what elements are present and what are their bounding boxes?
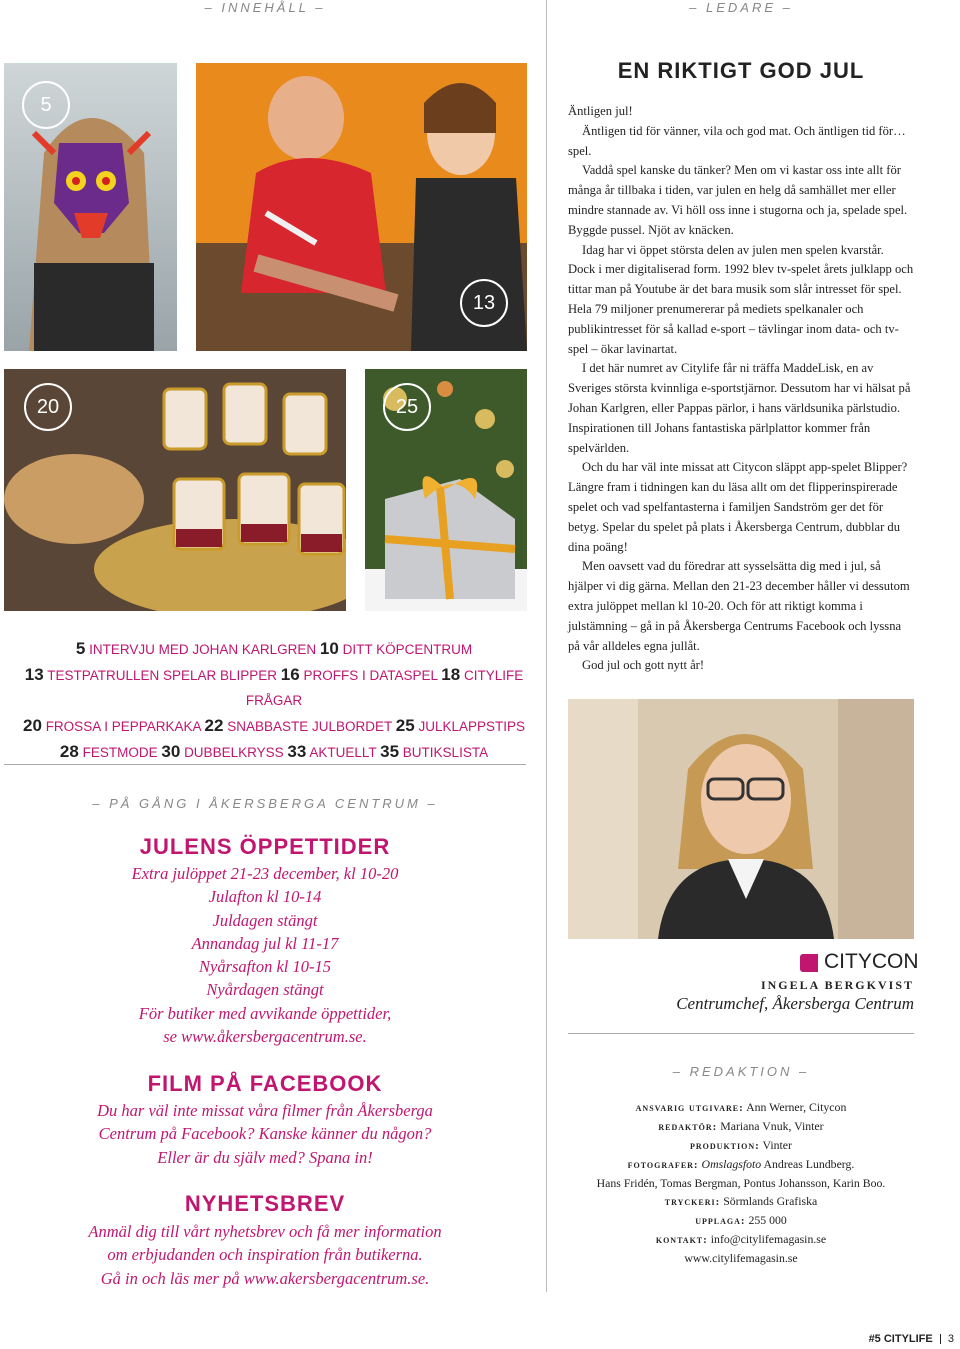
contents-num: 28 xyxy=(59,742,79,761)
contents-divider xyxy=(4,764,526,765)
contents-num: 33 xyxy=(287,742,307,761)
oppettider-line: Juldagen stängt xyxy=(212,910,318,930)
credit-label: produktion: xyxy=(690,1140,760,1152)
facebook-title: FILM PÅ FACEBOOK xyxy=(147,1071,383,1096)
contact-email-link[interactable]: info@citylifemagasin.se xyxy=(710,1232,827,1246)
nyhetsbrev-line: om erbjudanden och inspiration från butikerna. xyxy=(107,1245,423,1265)
nyhetsbrev-line: Anmäl dig till vårt nyhetsbrev och få mer information xyxy=(88,1222,442,1241)
credit-value: Andreas Lundberg. xyxy=(763,1157,855,1171)
credit-label: tryckeri: xyxy=(664,1196,721,1208)
website-link[interactable]: www.citylifemagasin.se xyxy=(684,1251,798,1265)
redaktion-header: – REDAKTION – xyxy=(672,1064,810,1079)
credit-label: ansvarig utgivare: xyxy=(635,1102,744,1114)
credit-value: Vinter xyxy=(762,1138,792,1152)
contents-num: 10 xyxy=(319,639,339,658)
photo-pearl-crafting xyxy=(196,63,527,351)
oppettider-line: Nyårsafton kl 10-15 xyxy=(199,957,331,977)
contents-num: 25 xyxy=(395,716,415,735)
nyhetsbrev-link[interactable]: Gå in och läs mer på www.akersbergacentrum.se. xyxy=(100,1268,430,1288)
credits xyxy=(568,1098,914,1267)
innehall-header: – INNEHÅLL – xyxy=(204,0,326,15)
facebook-text xyxy=(4,1099,526,1169)
page-badge-25: 25 xyxy=(383,383,431,431)
contents-label: INTERVJU MED JOHAN KARLGREN xyxy=(89,642,317,657)
contents-row-2 xyxy=(4,662,544,713)
credit-value: Omslagsfoto xyxy=(701,1157,762,1171)
credit-label: redaktör: xyxy=(658,1121,718,1133)
ledare-paragraph: God jul och gott nytt år! xyxy=(582,658,705,673)
ledare-header: – LEDARE – xyxy=(689,0,793,15)
photo-christmas-gift xyxy=(365,369,527,611)
citycon-logo-text: CITYCON xyxy=(824,950,919,973)
credit-value: Mariana Vnuk, Vinter xyxy=(720,1119,824,1133)
oppettider-line: Annandag jul kl 11-17 xyxy=(191,933,339,953)
contents-label: BUTIKSLISTA xyxy=(402,745,489,760)
credit-value: Ann Werner, Citycon xyxy=(746,1100,847,1114)
photo-mask-girl xyxy=(4,63,177,351)
contents-label: FROSSA I PEPPARKAKA xyxy=(45,719,201,734)
page-badge-20: 20 xyxy=(24,383,72,431)
ledare-paragraph: Men oavsett vad du föredrar att sysselsätta dig med i jul, så hjälper vi dig gärna. Mellan den 21-23 december håller vi dessutom extra julöppet mellan kl 10-20. Och för att riktigt komma i julstämning – gå in på Åkersberga Centrums Facebook och lyssna på vår alldeles egna jullåt. xyxy=(568,559,910,653)
ledare-paragraph: I det här numret av Citylife får ni träffa MaddeLisk, en av Sveriges största kvinnliga e-sportstjärnor. Dessutom har vi hälsat på Johan Karlgren, eller Pappas pärlor, i hans världsunika pärlstudio. Inspirationen till Johans fantastiska pärlplattor kommer från spelvärlden. xyxy=(568,361,911,455)
facebook-line: Eller är du själv med? Spana in! xyxy=(157,1147,373,1167)
contents-label: JULKLAPPSTIPS xyxy=(418,719,525,734)
oppettider-website-link[interactable]: se www.åkersbergacentrum.se. xyxy=(163,1027,367,1047)
oppettider-line: Julafton kl 10-14 xyxy=(208,887,322,907)
contents-label: FESTMODE xyxy=(82,745,158,760)
pa-gang-header: – PÅ GÅNG I ÅKERSBERGA CENTRUM – xyxy=(92,796,438,811)
contents-row-4 xyxy=(4,739,544,765)
nyhetsbrev-title: NYHETSBREV xyxy=(184,1191,346,1216)
signature-name: INGELA BERGKVIST xyxy=(760,978,914,992)
ledare-paragraph: Äntligen jul! xyxy=(568,104,633,118)
page-number: 3 xyxy=(947,1333,954,1345)
contents-num: 16 xyxy=(280,665,300,684)
ledare-paragraph: Äntligen tid för vänner, vila och god mat. Och äntligen tid för… spel. xyxy=(568,123,906,158)
ledare-body xyxy=(568,102,914,676)
contents-label: DUBBELKRYSS xyxy=(184,745,284,760)
contents-row-1 xyxy=(4,636,544,662)
ledare-paragraph: Och du har väl inte missat att Citycon släppt app-spelet Blipper? Längre fram i tidningen kan du läsa allt om det flipperinspirerade spelet och vad spelfantasterna i familjen Sandström ger det för betyg. Spelar du spelet på plats i Åkersberga Centrum, dubblar du dina poäng! xyxy=(568,460,908,554)
oppettider-list xyxy=(4,862,526,1048)
contents-label: CITYLIFE FRÅGAR xyxy=(245,668,524,708)
contents-row-3 xyxy=(4,713,544,739)
citycon-logo xyxy=(800,950,919,976)
contents-label: AKTUELLT xyxy=(309,745,377,760)
contents-num: 30 xyxy=(161,742,181,761)
oppettider-line: Nyårdagen stängt xyxy=(206,980,324,1000)
facebook-line: Centrum på Facebook? Kanske känner du någon? xyxy=(98,1124,432,1144)
photo-ingela-portrait xyxy=(568,699,914,939)
contents-list xyxy=(4,636,544,765)
ledare-paragraph: Idag har vi öppet största delen av julen men spelen kvarstår. Dock i mer digitaliserad form. 1992 blev tv-spelet årets julklapp och tittar man på Youtube är det bara musik som slår intresset för spel. Hela 79 miljoner prenumererar på mediets spelkanaler och publikintresset för så kallad e-sport – tävlingar inom data- och tv-spel – ökar lavinartat. xyxy=(568,242,914,356)
credit-value: Sörmlands Grafiska xyxy=(723,1194,818,1208)
oppettider-line: För butiker med avvikande öppettider, xyxy=(138,1003,392,1023)
column-divider xyxy=(546,0,547,1292)
credit-value: Hans Fridén, Tomas Bergman, Pontus Johansson, Karin Boo. xyxy=(596,1176,886,1190)
credit-label: kontakt: xyxy=(655,1234,708,1246)
contents-label: SNABBASTE JULBORDET xyxy=(227,719,392,734)
contents-num: 18 xyxy=(441,665,461,684)
contents-num: 35 xyxy=(380,742,400,761)
ledare-divider xyxy=(568,1033,914,1034)
contents-label: PROFFS I DATASPEL xyxy=(303,668,438,683)
credit-label: upplaga: xyxy=(695,1215,746,1227)
credit-label: fotografer: xyxy=(627,1159,699,1171)
ledare-title: EN RIKTIGT GOD JUL xyxy=(617,58,865,83)
page-badge-5: 5 xyxy=(22,81,70,129)
citycon-logo-mark-icon xyxy=(800,954,818,972)
contents-label: DITT KÖPCENTRUM xyxy=(342,642,473,657)
credit-value: 255 000 xyxy=(748,1213,787,1227)
facebook-line: Du har väl inte missat våra filmer från Åkersberga xyxy=(97,1101,433,1120)
ledare-paragraph: Vaddå spel kanske du tänker? Men om vi kastar oss inte allt för många år tillbaka i tiden, var julen en helg då samhället mer eller mindre stannade av. Vi höll oss inne i stugorna och ja, spelade spel. Byggde pussel. Njöt av knäcken. xyxy=(568,163,908,237)
oppettider-title: JULENS ÖPPETTIDER xyxy=(139,834,391,859)
contents-num: 22 xyxy=(204,716,224,735)
nyhetsbrev-text xyxy=(4,1220,526,1290)
oppettider-line: Extra julöppet 21-23 december, kl 10-20 xyxy=(131,864,399,883)
contents-num: 5 xyxy=(75,639,86,658)
contents-label: TESTPATRULLEN SPELAR BLIPPER xyxy=(47,668,278,683)
contents-num: 13 xyxy=(24,665,44,684)
page-footer xyxy=(869,1333,954,1345)
photo-gingerbread-desserts xyxy=(4,369,346,611)
footer-separator xyxy=(940,1334,941,1344)
page-badge-13: 13 xyxy=(460,279,508,327)
signature-role: Centrumchef, Åkersberga Centrum xyxy=(676,994,914,1013)
footer-issue: #5 CITYLIFE xyxy=(868,1333,933,1345)
contents-num: 20 xyxy=(23,716,42,735)
